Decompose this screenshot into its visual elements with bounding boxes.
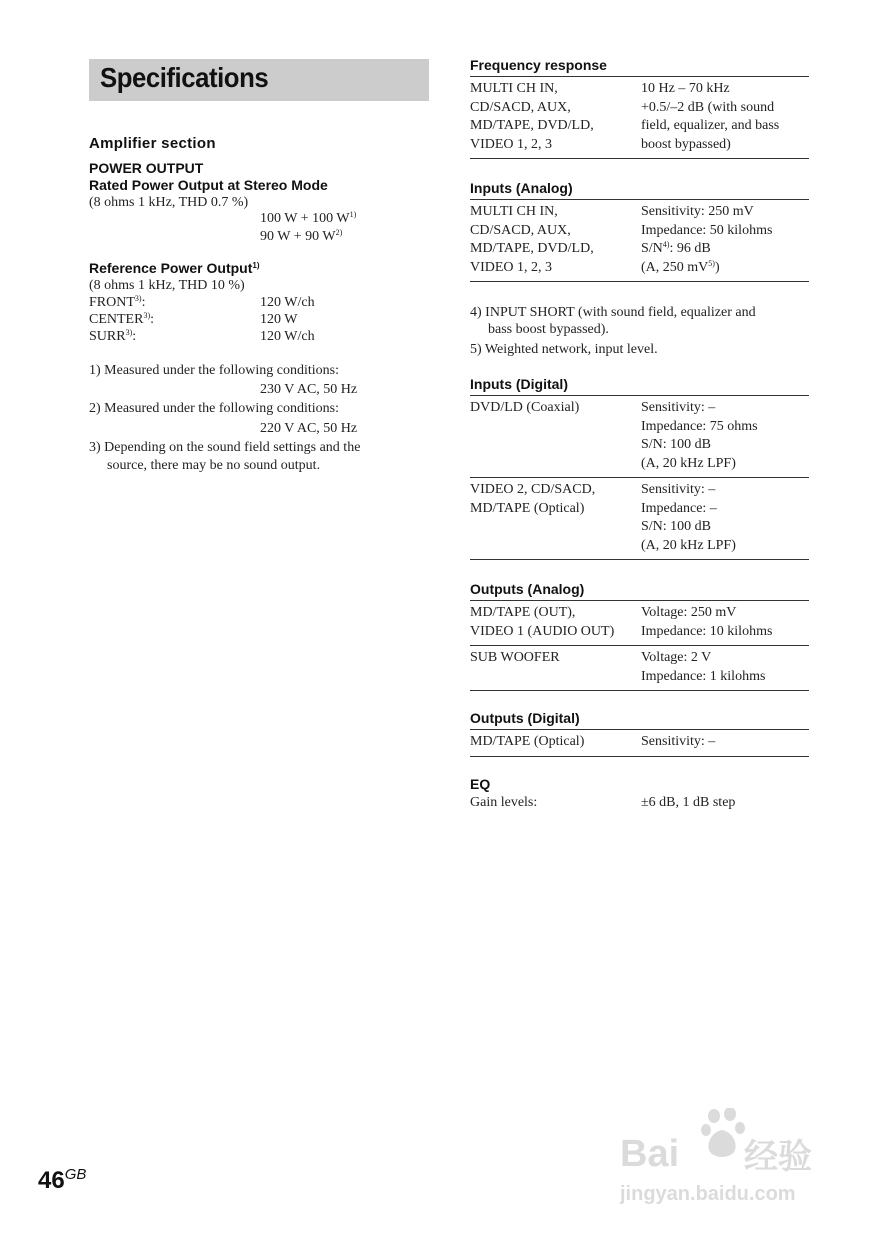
heading-eq: EQ <box>470 776 491 792</box>
eq-gain-label: Gain levels: <box>470 795 538 810</box>
table-outputs-analog <box>470 600 809 691</box>
footnote-5: 5) Weighted network, input level. <box>470 342 658 357</box>
rated-condition: (8 ohms 1 kHz, THD 0.7 %) <box>89 195 249 210</box>
watermark-cn: 经验 <box>744 1137 812 1177</box>
table-row: VIDEO 2, CD/SACD, MD/TAPE (Optical) Sensitivity: – Impedance: – S/N: 100 dB (A, 20 kHz LPF) <box>470 478 809 560</box>
table-inputs-analog <box>470 199 809 282</box>
page-title-bar <box>89 59 429 101</box>
footnote-2: 2) Measured under the following conditions: <box>89 401 340 416</box>
footnote-2-cont: 220 V AC, 50 Hz <box>260 421 358 436</box>
table-row: SUB WOOFER Voltage: 2 V Impedance: 1 kilohms <box>470 646 809 691</box>
page-number: $46^{GB}$ <box>38 1166 87 1194</box>
reference-value-center: 120 W <box>260 312 298 327</box>
rated-value-2: 90 W + 90 $W^{2)}$ <box>260 228 343 244</box>
table-row: MULTI CH IN, CD/SACD, AUX, MD/TAPE, DVD/LD, VIDEO 1, 2, 3 Sensitivity: 250 mV Impedance: 50 kilohms $S/N^{4)}$: 96 dB (A, 250 $mV^{5)}$) <box>470 200 809 282</box>
heading-inputs-digital: Inputs (Digital) <box>470 376 568 392</box>
heading-frequency-response: Frequency response <box>470 57 607 73</box>
rated-value-1: 100 W + 100 $W^{1)}$ <box>260 210 357 226</box>
footnote-1: 1) Measured under the following conditions: <box>89 363 340 378</box>
reference-row-front: FRONT$^{3)}$: <box>89 294 146 310</box>
footnote-4-cont: bass boost bypassed). <box>488 322 609 337</box>
table-row: DVD/LD (Coaxial) Sensitivity: – Impedance: 75 ohms S/N: 100 dB (A, 20 kHz LPF) <box>470 396 809 478</box>
footnote-3: 3) Depending on the sound field settings and the <box>89 440 361 455</box>
reference-power-heading: Reference Power Output$^{1)}$ <box>89 260 260 276</box>
heading-outputs-analog: Outputs (Analog) <box>470 581 585 597</box>
watermark-url: jingyan.baidu.com <box>620 1183 796 1205</box>
reference-condition: (8 ohms 1 kHz, THD 10 %) <box>89 278 245 293</box>
heading-outputs-digital: Outputs (Digital) <box>470 710 580 726</box>
table-frequency-response <box>470 76 809 159</box>
reference-value-surr: 120 W/ch <box>260 329 315 344</box>
heading-inputs-analog: Inputs (Analog) <box>470 180 573 196</box>
page-title: Specifications <box>100 62 269 93</box>
rated-power-heading: Rated Power Output at Stereo Mode <box>89 177 328 193</box>
table-row: MD/TAPE (OUT), VIDEO 1 (AUDIO OUT) Voltage: 250 mV Impedance: 10 kilohms <box>470 601 809 646</box>
watermark-brand-2: du <box>700 1152 727 1177</box>
reference-row-center: CENTER$^{3)}$: <box>89 311 155 327</box>
footnote-3-cont: source, there may be no sound output. <box>107 458 321 473</box>
reference-value-front: 120 W/ch <box>260 295 315 310</box>
table-outputs-digital <box>470 729 809 757</box>
eq-gain-value: ±6 dB, 1 dB step <box>641 795 736 810</box>
power-output-heading: POWER OUTPUT <box>89 160 204 176</box>
section-heading-amplifier: Amplifier section <box>89 135 216 152</box>
watermark-brand: Bai <box>620 1133 680 1175</box>
baidu-watermark-icon <box>618 1108 824 1208</box>
table-row: MD/TAPE (Optical) Sensitivity: – <box>470 730 809 757</box>
reference-row-surr: SURR$^{3)}$: <box>89 328 137 344</box>
table-row: MULTI CH IN, CD/SACD, AUX, MD/TAPE, DVD/LD, VIDEO 1, 2, 3 10 Hz – 70 kHz +0.5/–2 dB (with sound field, equalizer, and bass boost bypassed) <box>470 77 809 159</box>
table-inputs-digital <box>470 395 809 560</box>
footnote-4: 4) INPUT SHORT (with sound field, equalizer and <box>470 305 756 320</box>
footnote-1-cont: 230 V AC, 50 Hz <box>260 382 358 397</box>
